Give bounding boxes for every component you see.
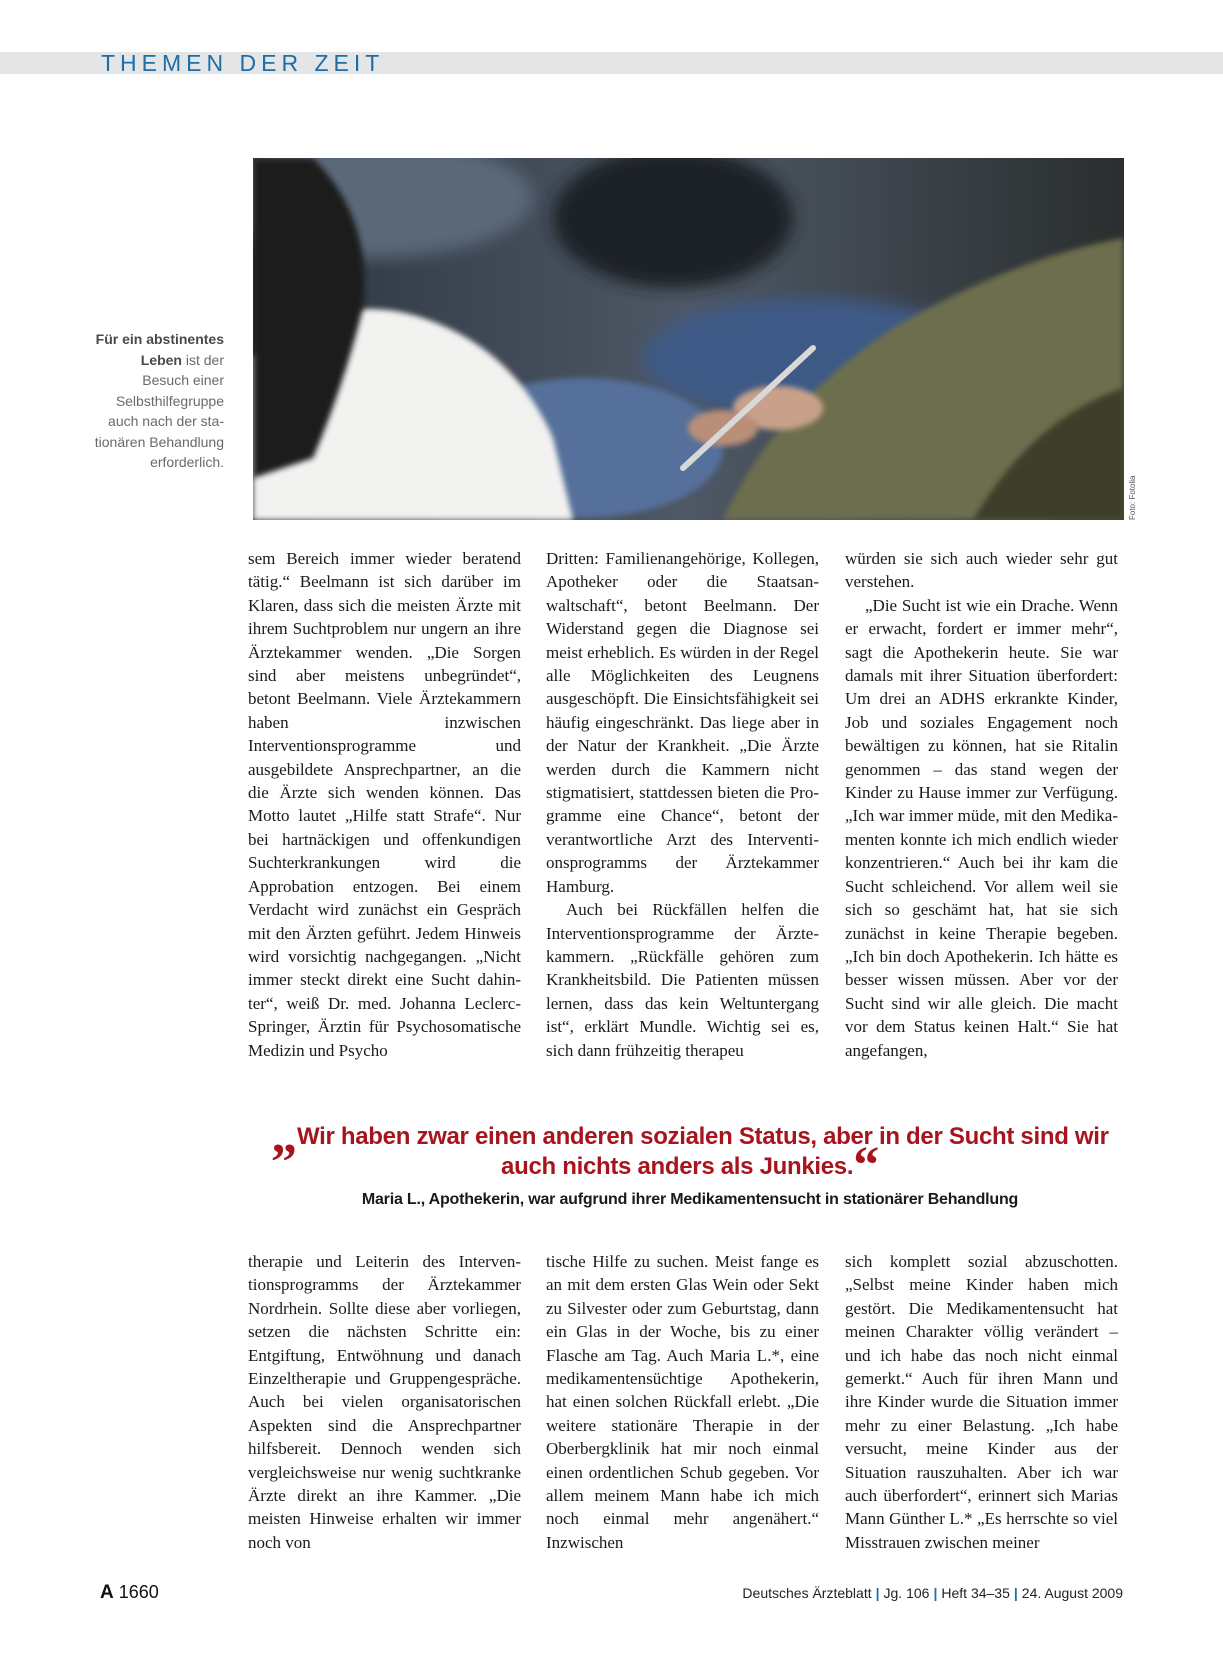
close-quote-mark: “: [853, 1137, 879, 1194]
quote-body: Wir haben zwar einen anderen sozialen Status, aber in der Sucht sind wir auch nichts anders als Junkies.: [296, 1123, 1109, 1180]
paragraph: sich komplett sozial abzuschotten. „Selbst meine Kinder haben mich gestört. Die Medikamentensucht hat meinen Charakter völlig verändert – und ich habe das noch nicht einmal gemerkt.“ Auch für ihren Mann und ihre Kinder wurde die Situation immer mehr zu einer Belastung. „Ich habe versucht, meine Kinder aus der Situation rauszuhalten. Aber ich war auch überfordert“, erinnert sich Marias Mann Günther L.* „Es herrschte so viel Misstrauen zwischen meiner: [845, 1252, 1118, 1552]
photo-self-help-group: [253, 158, 1124, 520]
caption-text: ist der Besuch einer Selbsthilfegruppe auch nach der stationären Behandlung erforderlich.: [94, 351, 224, 470]
journal-volume: Jg. 106: [883, 1585, 930, 1601]
separator: |: [1013, 1585, 1018, 1601]
paragraph: Dritten: Familienangehörige, Kollegen, Apotheker oder die Staatsanwaltschaft“, betont Beelmann. Der Widerstand gegen die Diagnose sei meist erheblich. Es würden in der Regel alle Möglichkeiten des Leugnens ausgeschöpft. Die Einsichtsfähigkeit sei häufig eingeschränkt. Das liege aber in der Natur der Krankheit. „Die Ärzte werden durch die Kammern nicht stigmatisiert, stattdessen bieten die Programme eine Chance“, betont der verantwortliche Arzt des Interventionsprogramms der Ärztekammer Hamburg.: [546, 549, 819, 896]
photo-credit: Foto: Fotolia: [1128, 475, 1137, 520]
caption-bold: Für ein abstinentes Leben: [95, 331, 224, 368]
page-number-value: 1660: [118, 1582, 159, 1602]
section-title: THEMEN DER ZEIT: [101, 50, 385, 76]
paragraph: sem Bereich immer wieder beratend tätig.“ Beelmann ist sich darüber im Klaren, dass sich die meisten Ärzte mit ihrem Suchtproblem nur ungern an ihre Ärztekammer wenden. „Die Sorgen sind aber meistens unbegründet“, betont Beelmann. Viele Ärztekammern haben inzwischen Interventionsprogramme und ausgebildete Ansprechpartner, an die die Ärzte sich wenden können. Das Motto lautet „Hilfe statt Strafe“. Nur bei hartnäckigen und offenkundigen Suchterkrankungen wird die Approbation entzogen. Bei einem Verdacht wird zunächst ein Gespräch mit den Ärzten geführt. Jedem Hinweis wird vorsichtig nachgegangen. „Nicht immer steckt direkt eine Sucht dahinter“, weiß Dr. med. Johanna Leclerc-Springer, Ärztin für Psychosomatische Medizin und Psycho: [248, 549, 521, 1060]
paragraph: therapie und Leiterin des Interventionsprogramms der Ärztekammer Nordrhein. Sollte diese aber vorliegen, setzen die nächsten Schritte ein: Entgiftung, Entwöhnung und danach Einzeltherapie und Gruppengespräche. Auch bei vielen organisatorischen Aspekten sind die Ansprechpartner hilfsbereit. Dennoch wenden sich vergleichsweise nur wenig suchtkranke Ärzte direkt an ihre Kammer. „Die meisten Hinweise erhalten wir immer noch von: [248, 1252, 521, 1552]
paragraph: „Die Sucht ist wie ein Drache. Wenn er erwacht, fordert er immer mehr“, sagt die Apothekerin heute. Sie war damals mit ihrer Situation überfordert: Um drei an ADHS erkrankte Kinder, Job und soziales Engagement noch bewältigen zu können, hat sie Ritalin genommen – das stand wegen der Kinder zu Hause immer zur Verfügung. „Ich war immer müde, mit den Medikamenten konnte ich mich endlich wieder konzentrieren.“ Auch bei ihr kam die Sucht schleichend. Vor allem weil sie sich so geschämt hat, hat sie sich zunächst in keine Therapie begeben. „Ich bin doch Apothekerin. Ich hätte es besser wissen müssen. Aber vor der Sucht sind wir alle gleich. Die macht vor dem Status keinen Halt.“ Sie hat angefangen,: [845, 595, 1118, 1060]
photo-illustration: [253, 158, 1124, 520]
journal-info: [742, 1585, 1123, 1601]
journal-name: Deutsches Ärzteblatt: [742, 1585, 872, 1601]
column-3-bottom: [845, 1250, 1118, 1554]
column-1-top: [248, 547, 521, 1062]
column-2-bottom: [546, 1250, 819, 1554]
photo-caption: [92, 329, 224, 473]
journal-date: 24. August 2009: [1021, 1585, 1123, 1601]
pull-quote: [250, 1107, 1130, 1209]
separator: |: [933, 1585, 938, 1601]
paragraph: würden sie sich auch wieder sehr gut verstehen.: [845, 549, 1118, 592]
pull-quote-source: Maria L., Apothekerin, war aufgrund ihrer Medikamentensucht in stationärer Behandlung: [361, 1191, 1019, 1208]
journal-issue: Heft 34–35: [941, 1585, 1010, 1601]
column-1-bottom: [248, 1250, 521, 1554]
paragraph: tische Hilfe zu suchen. Meist fange es an mit dem ersten Glas Wein oder Sekt zu Silvester oder zum Geburtstag, dann ein Glas in der Woche, bis zu einer Flasche am Tag. Auch Maria L.*, eine medikamentensüchtige Apothekerin, hat einen solchen Rückfall erlebt. „Die weitere stationäre Therapie in der Oberbergklinik hat mir noch einmal einen ordentlichen Schub gegeben. Vor allem meinem Mann habe ich mich noch einmal mehr angenähert.“ Inzwischen: [546, 1252, 819, 1552]
pull-quote-text: [250, 1107, 1130, 1194]
column-2-top: [546, 547, 819, 1062]
page-number: [100, 1582, 159, 1604]
separator: |: [875, 1585, 880, 1601]
open-quote-mark: „: [271, 1107, 297, 1164]
page-letter: A: [100, 1582, 114, 1603]
paragraph: Auch bei Rückfällen helfen die Interventionsprogramme der Ärztekammern. „Rückfälle gehören zum Krankheitsbild. Die Patienten müssen lernen, dass das kein Weltuntergang ist“, erklärt Mundle. Wichtig sei es, sich dann frühzeitig therapeu: [546, 900, 819, 1060]
column-3-top: [845, 547, 1118, 1062]
